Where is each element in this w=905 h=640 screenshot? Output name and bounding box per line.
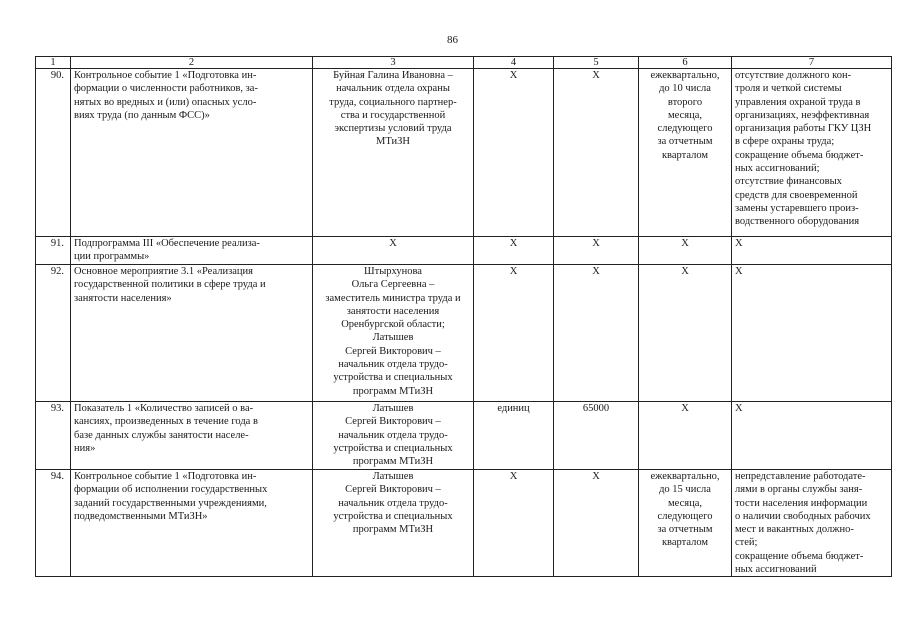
cell-line: кварталом	[661, 149, 709, 161]
cell-line: Х	[509, 70, 518, 81]
table-row	[36, 402, 892, 470]
header-cell: 4	[474, 57, 554, 69]
cell-line: средств для своевременной	[735, 189, 858, 201]
value-cell	[554, 237, 639, 265]
header-cell: 3	[313, 57, 474, 69]
cell-line: устройства и специальных	[333, 372, 453, 384]
cell-line: замены устаревшего произ-	[735, 202, 859, 214]
cell-line: начальник отдела трудо-	[338, 359, 448, 371]
cell-line: второго	[667, 96, 703, 108]
header-cell: 5	[554, 57, 639, 69]
cell-line: ства и государственной	[340, 109, 446, 121]
cell-line: программ МТиЗН	[352, 524, 434, 536]
unit-cell	[474, 69, 554, 237]
row-number-cell: 90.	[36, 69, 71, 237]
cell-line: единиц	[497, 403, 530, 414]
deadline-cell	[639, 470, 732, 577]
responsible-cell	[313, 470, 474, 577]
cell-line: начальник отдела охраны	[336, 83, 450, 95]
cell-line: месяца,	[668, 109, 702, 121]
cell-line: Латышев	[372, 471, 414, 482]
program-table	[35, 56, 892, 577]
unit-cell	[474, 265, 554, 402]
deadline-cell	[639, 265, 732, 402]
cell-line: ных ассигнований	[735, 564, 817, 576]
risk-cell	[732, 402, 892, 470]
cell-line: виях труда (по данным ФСС)»	[74, 109, 210, 121]
header-cell: 6	[639, 57, 732, 69]
cell-line: занятости населения»	[74, 292, 172, 304]
cell-line: ежеквартально,	[650, 70, 720, 81]
cell-line: Х	[592, 471, 600, 482]
cell-line: заданий государственными учреждениями,	[74, 497, 267, 509]
unit-cell	[474, 237, 554, 265]
cell-line: кансиях, произведенных в течение года в	[74, 416, 258, 428]
cell-line: до 15 числа	[659, 484, 711, 496]
cell-line: формации об исполнении государственных	[74, 484, 268, 496]
cell-line: ежеквартально,	[650, 471, 720, 482]
cell-line: Х	[681, 238, 689, 249]
deadline-cell	[639, 237, 732, 265]
description-cell	[71, 265, 313, 402]
cell-line: организациях, неэффективная	[735, 109, 870, 121]
cell-line: отсутствие должного кон-	[735, 70, 852, 81]
cell-line: Основное мероприятие 3.1 «Реализация	[74, 266, 253, 277]
cell-line: следующего	[657, 123, 713, 135]
cell-line: до 10 числа	[659, 83, 711, 95]
responsible-cell	[313, 237, 474, 265]
cell-line: Х	[592, 70, 600, 81]
cell-line: занятости населения	[346, 305, 440, 317]
cell-line: Показатель 1 «Количество записей о ва-	[74, 403, 254, 414]
row-number-cell: 94.	[36, 470, 71, 577]
cell-line: Буйная Галина Ивановна –	[333, 70, 453, 81]
cell-line: Х	[509, 238, 518, 249]
cell-line: следующего	[657, 510, 713, 522]
cell-line: программ МТиЗН	[352, 385, 434, 397]
table-row	[36, 265, 892, 402]
cell-line: Сергей Викторович –	[345, 345, 441, 357]
cell-line: ных ассигнований;	[735, 163, 820, 175]
responsible-cell	[313, 69, 474, 237]
deadline-cell	[639, 69, 732, 237]
cell-line: подведомственными МТиЗН»	[74, 510, 208, 522]
header-cell: 1	[36, 57, 71, 69]
cell-line: отсутствие финансовых	[735, 176, 842, 188]
cell-line: за отчетным	[657, 136, 713, 148]
value-cell	[554, 265, 639, 402]
cell-line: Латышев	[372, 403, 414, 414]
cell-line: МТиЗН	[376, 136, 410, 148]
cell-line: организация работы ГКУ ЦЗН	[735, 123, 872, 135]
cell-line: Х	[735, 266, 743, 277]
cell-line: кварталом	[661, 537, 709, 549]
cell-line: Х	[681, 266, 689, 277]
cell-line: государственной политики в сфере труда и	[74, 279, 266, 291]
row-number-cell: 93.	[36, 402, 71, 470]
value-cell	[554, 69, 639, 237]
cell-line: Сергей Викторович –	[345, 416, 441, 428]
table-row	[36, 69, 892, 237]
cell-line: тости населения информации	[735, 497, 868, 509]
cell-line: труда, социального партнер-	[329, 96, 457, 108]
cell-line: в сфере охраны труда;	[735, 136, 835, 148]
cell-line: Х	[389, 238, 397, 249]
row-number-cell: 91.	[36, 237, 71, 265]
cell-line: ции программы»	[74, 251, 150, 263]
cell-line: Х	[509, 471, 518, 482]
cell-line: Латышев	[372, 332, 414, 344]
value-cell	[554, 402, 639, 470]
responsible-cell	[313, 265, 474, 402]
table-row	[36, 237, 892, 265]
cell-line: Х	[592, 238, 600, 249]
unit-cell	[474, 402, 554, 470]
responsible-cell	[313, 402, 474, 470]
cell-line: Контрольное событие 1 «Подготовка ин-	[74, 70, 257, 81]
cell-line: устройства и специальных	[333, 442, 453, 454]
cell-line: о наличии свободных рабочих	[735, 510, 871, 522]
cell-line: сокращение объема бюджет-	[735, 550, 864, 562]
risk-cell	[732, 470, 892, 577]
value-cell	[554, 470, 639, 577]
risk-cell	[732, 69, 892, 237]
risk-cell	[732, 265, 892, 402]
header-cell: 2	[71, 57, 313, 69]
cell-line: троля и четкой системы	[735, 83, 842, 95]
header-cell: 7	[732, 57, 892, 69]
cell-line: заместитель министра труда и	[325, 292, 461, 304]
cell-line: Х	[509, 266, 518, 277]
description-cell	[71, 237, 313, 265]
cell-line: 65000	[582, 403, 610, 414]
unit-cell	[474, 470, 554, 577]
description-cell	[71, 69, 313, 237]
deadline-cell	[639, 402, 732, 470]
cell-line: формации о численности работников, за-	[74, 83, 258, 95]
cell-line: устройства и специальных	[333, 510, 453, 522]
risk-cell	[732, 237, 892, 265]
cell-line: управления охраной труда в	[735, 96, 861, 108]
cell-line: водственного оборудования	[735, 216, 860, 228]
cell-line: базе данных службы занятости населе-	[74, 429, 249, 441]
cell-line: начальник отдела трудо-	[338, 429, 448, 441]
cell-line: Оренбургской области;	[341, 319, 445, 331]
cell-line: Х	[735, 403, 743, 414]
cell-line: начальник отдела трудо-	[338, 497, 448, 509]
cell-line: программ МТиЗН	[352, 456, 434, 468]
cell-line: Штырхунова	[364, 266, 422, 277]
cell-line: лями в органы службы заня-	[735, 484, 863, 496]
cell-line: ния»	[74, 442, 96, 454]
cell-line: экспертизы условий труда	[334, 123, 452, 135]
description-cell	[71, 470, 313, 577]
cell-line: Х	[681, 403, 689, 414]
cell-line: Х	[592, 266, 600, 277]
cell-line: непредставление работодате-	[735, 471, 866, 482]
cell-line: сокращение объема бюджет-	[735, 149, 864, 161]
cell-line: мест и вакантных должно-	[735, 524, 854, 536]
row-number-cell: 92.	[36, 265, 71, 402]
cell-line: за отчетным	[657, 524, 713, 536]
header-row	[36, 57, 892, 69]
table-row	[36, 470, 892, 577]
cell-line: месяца,	[668, 497, 702, 509]
cell-line: Ольга Сергеевна –	[351, 279, 435, 291]
cell-line: Подпрограмма III «Обеспечение реализа-	[74, 238, 260, 249]
cell-line: Контрольное событие 1 «Подготовка ин-	[74, 471, 257, 482]
cell-line: нятых во вредных и (или) опасных усло-	[74, 96, 257, 108]
page-number: 86	[447, 34, 458, 46]
cell-line: стей;	[735, 537, 758, 549]
cell-line: Сергей Викторович –	[345, 484, 441, 496]
description-cell	[71, 402, 313, 470]
cell-line: Х	[735, 238, 743, 249]
